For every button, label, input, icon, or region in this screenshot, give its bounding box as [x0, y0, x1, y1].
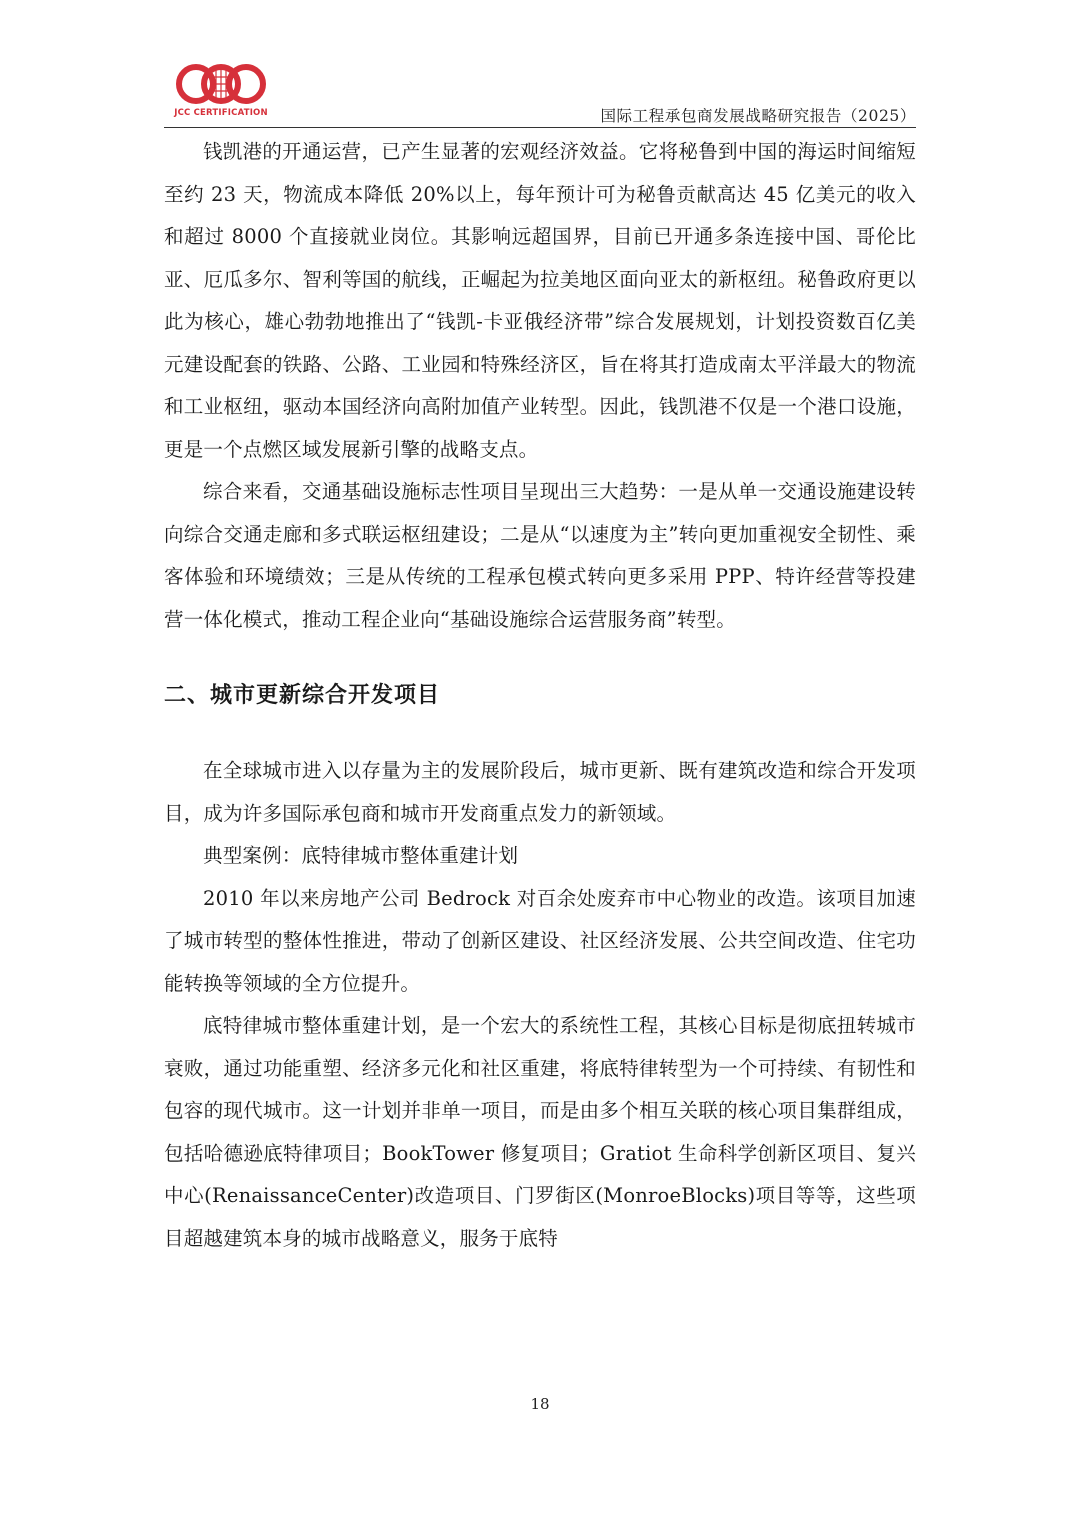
- page-content: [164, 131, 916, 1260]
- header-divider: [164, 127, 916, 128]
- report-title: 国际工程承包商发展战略研究报告（2025）: [600, 107, 916, 125]
- logo-text: JCC CERTIFICATION: [174, 108, 268, 118]
- paragraph: 在全球城市进入以存量为主的发展阶段后，城市更新、既有建筑改造和综合开发项目，成为许多国际承包商和城市开发商重点发力的新领域。: [164, 759, 916, 825]
- page-number: 18: [530, 1395, 550, 1413]
- section-heading: 二、城市更新综合开发项目: [164, 683, 441, 708]
- paragraph: 综合来看，交通基础设施标志性项目呈现出三大趋势：一是从单一交通设施建设转向综合交通走廊和多式联运枢纽建设；二是从“以速度为主”转向更加重视安全韧性、乘客体验和环境绩效；三是从传统的工程承包模式转向更多采用 PPP、特许经营等投建营一体化模式，推动工程企业向“基础设施综合运营服务商”转型。: [164, 480, 916, 631]
- paragraph: 2010 年以来房地产公司 Bedrock 对百余处废弃市中心物业的改造。该项目加速了城市转型的整体性推进，带动了创新区建设、社区经济发展、公共空间改造、住宅功能转换等领域的全方位提升。: [164, 886, 916, 995]
- paragraph: 底特律城市整体重建计划，是一个宏大的系统性工程，其核心目标是彻底扭转城市衰败，通过功能重塑、经济多元化和社区重建，将底特律转型为一个可持续、有韧性和包容的现代城市。这一计划并非单一项目，而是由多个相互关联的核心项目集群组成，包括哈德逊底特律项目；BookTower 修复项目；Gratiot 生命科学创新区项目、复兴中心(RenaissanceCenter)改造项目、门罗街区(MonroeBlocks)项目等等，这些项目超越建筑本身的城市战略意义，服务于底特: [164, 1014, 916, 1250]
- jcc-rings-icon: [166, 62, 276, 108]
- jcc-logo: [166, 62, 276, 122]
- paragraph: 钱凯港的开通运营，已产生显著的宏观经济效益。它将秘鲁到中国的海运时间缩短至约 23 天，物流成本降低 20%以上，每年预计可为秘鲁贡献高达 45 亿美元的收入和超过 8000 个直接就业岗位。其影响远超国界，目前已开通多条连接中国、哥伦比亚、厄瓜多尔、智利等国的航线，正崛起为拉美地区面向亚太的新枢纽。秘鲁政府更以此为核心，雄心勃勃地推出了“钱凯-卡亚俄经济带”综合发展规划，计划投资数百亿美元建设配套的铁路、公路、工业园和特殊经济区，旨在将其打造成南太平洋最大的物流和工业枢纽，驱动本国经济向高附加值产业转型。因此，钱凯港不仅是一个港口设施，更是一个点燃区域发展新引擎的战略支点。: [164, 140, 916, 461]
- case-title: 典型案例：底特律城市整体重建计划: [203, 844, 519, 867]
